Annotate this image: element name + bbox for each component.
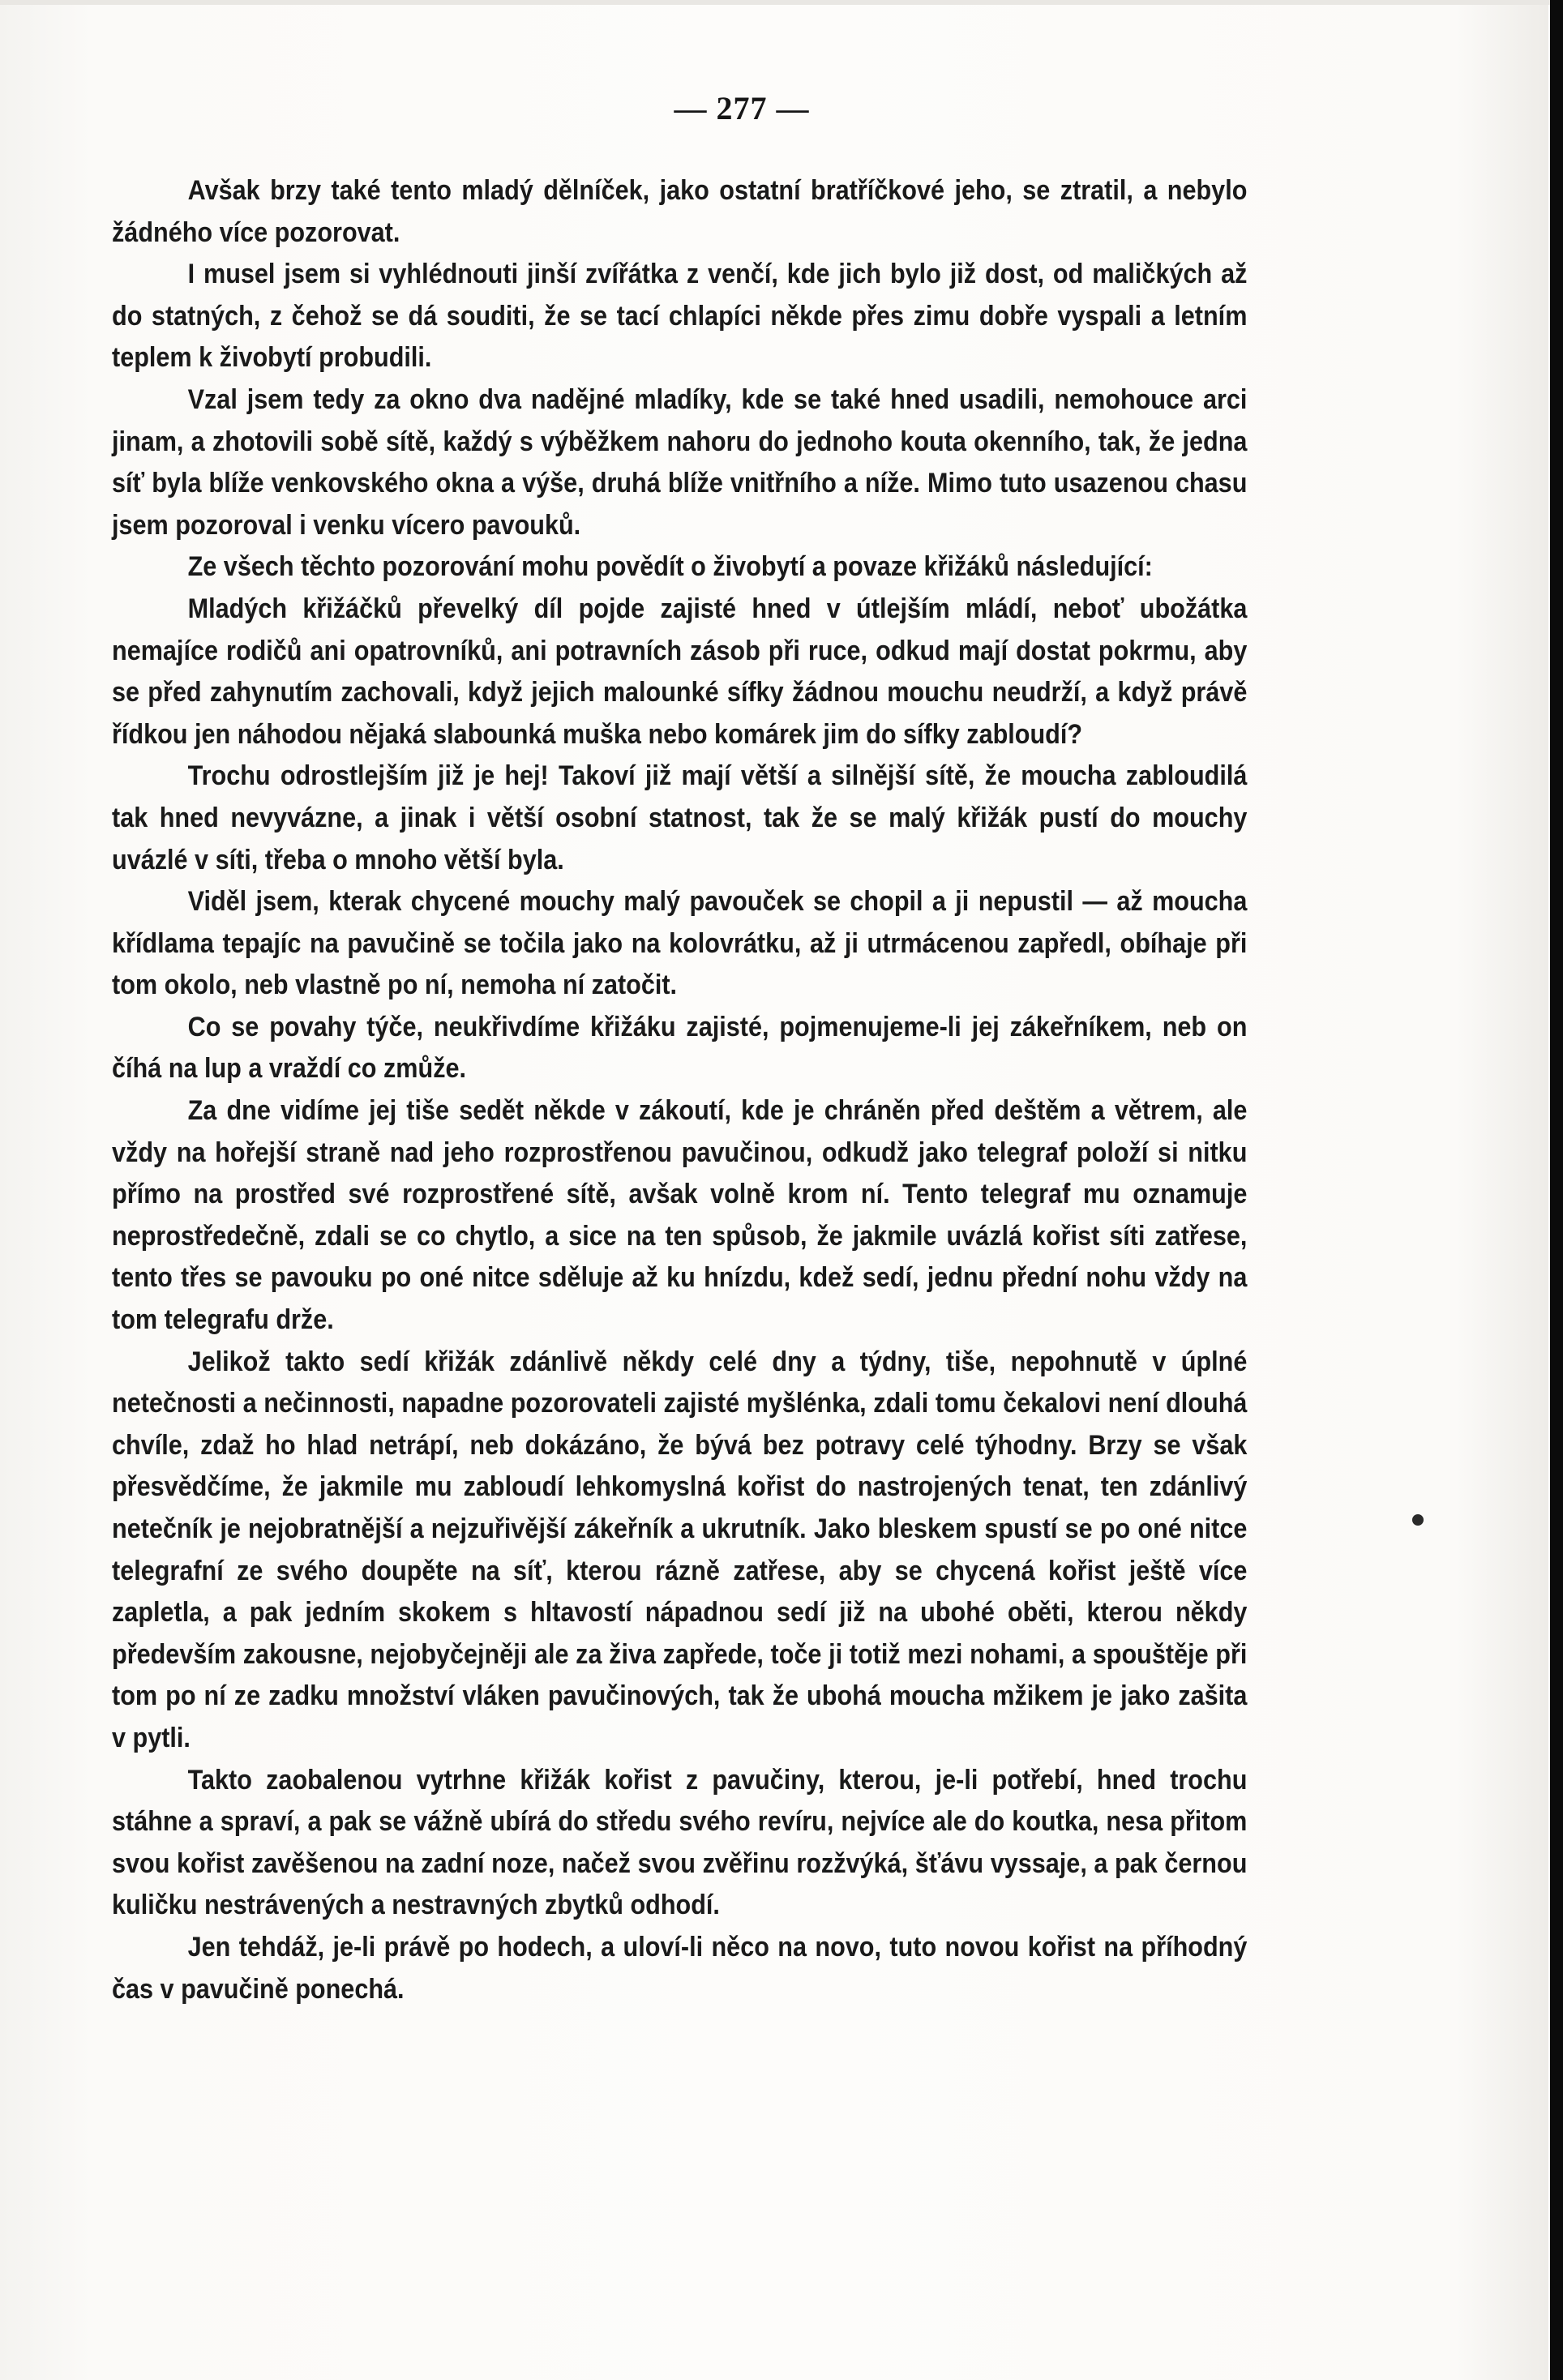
ink-speck xyxy=(1412,1514,1424,1526)
page-number: — 277 — xyxy=(674,90,810,126)
paragraph-3: Vzal jsem tedy za okno dva nadějné mladíky, kde se také hned usadili, nemohouce arci jinam, a zhotovili sobě sítě, každý s výběžkem nahoru do jednoho kouta okenního, tak, že jedna síť byla blíže venkovského okna a výše, druhá blíže vnitřního a níže. Mimo tuto usazenou chasu jsem pozoroval i venku vícero pavouků. xyxy=(112,383,1248,541)
scan-right-edge xyxy=(1550,0,1563,2380)
paragraph-5: Mladých křižáčků převelký díl pojde zajisté hned v útlejším mládí, neboť ubožátka nemajíce rodičů ani opatrovníků, ani potravních zásob při ruce, odkud mají dostat pokrmu, aby se před zahynutím zachovali, když jejich malounké sífky žádnou mouchu neudrží, a když právě řídkou jen náhodou nějaká slabounká muška nebo komárek jim do sífky zabloudí? xyxy=(112,593,1248,750)
paragraph-12: Jen tehdáž, je-li právě po hodech, a uloví-li něco na novo, tuto novou kořist na příhodný čas v pavučině ponechá. xyxy=(112,1931,1248,2005)
paragraph-11: Takto zaobalenou vytrhne křižák kořist z pavučiny, kterou, je-li potřebí, hned trochu stáhne a spraví, a pak se vážně ubírá do středu svého revíru, nejvíce ale do koutka, nesa přitom svou kořist zavěšenou na zadní noze, načež svou zvěřinu rozžvýká, šťávu vyssaje, a pak černou kuličku nestrávených a nestravných zbytků odhodí. xyxy=(112,1764,1248,1921)
body-text xyxy=(112,170,1247,2010)
paragraph-7: Viděl jsem, kterak chycené mouchy malý pavouček se chopil a ji nepustil — až moucha křídlama tepajíc na pavučině se točila jako na kolovrátku, až ji utrmácenou zapředl, obíhaje při tom okolo, neb vlastně po ní, nemoha ní zatočit. xyxy=(112,886,1248,1001)
paragraph-2: I musel jsem si vyhlédnouti jinší zvířátka z venčí, kde jich bylo již dost, od maličkých až do statných, z čehož se dá souditi, že se tací chlapíci někde přes zimu dobře vyspali a letním teplem k živobytí probudili. xyxy=(112,259,1248,374)
paragraph-1: Avšak brzy také tento mladý dělníček, jako ostatní bratříčkové jeho, se ztratil, a nebylo žádného více pozorovat. xyxy=(112,175,1248,248)
paragraph-9: Za dne vidíme jej tiše sedět někde v zákoutí, kde je chráněn před deštěm a větrem, ale vždy na hořejší straně nad jeho rozprostřenou pavučinou, odkudž jako telegraf položí si nitku přímo na prostřed své rozprostřené sítě, avšak volně krom ní. Tento telegraf mu oznamuje neprostředečně, zdali se co chytlo, a sice na ten spůsob, že jakmile uvázlá kořist síti zatřese, tento třes se pavouku po oné nitce sděluje až ku hnízdu, kdež sedí, jednu přední nohu vždy na tom telegrafu drže. xyxy=(112,1095,1248,1336)
paragraph-4: Ze všech těchto pozorování mohu povědít o živobytí a povaze křižáků následující: xyxy=(187,551,1153,583)
paragraph-8: Co se povahy týče, neukřivdíme křižáku zajisté, pojmenujeme-li jej zákeřníkem, neb on číhá na lup a vraždí co zmůže. xyxy=(112,1011,1248,1085)
paragraph-10: Jelikož takto sedí křižák zdánlivě někdy celé dny a týdny, tiše, nepohnutě v úplné netečnosti a nečinnosti, napadne pozorovateli zajisté myšlénka, zdali tomu čekalovi není dlouhá chvíle, zdaž ho hlad netrápí, neb dokázáno, že bývá bez potravy celé týhodny. Brzy se však přesvědčíme, že jakmile mu zabloudí lehkomyslná kořist do nastrojených tenat, ten zdánlivý netečník je nejobratnější a nejzuřivější zákeřník a ukrutník. Jako bleskem spustí se po oné nitce telegrafní ze svého doupěte na síť, kterou rázně zatřese, aby se chycená kořist ještě více zapletla, a pak jedním skokem s hltavostí nápadnou sedí již na ubohé oběti, kterou někdy především zakousne, nejobyčejněji ale za živa zapřede, toče ji totiž mezi nohami, a spouštěje při tom po ní ze zadku množství vláken pavučinových, tak že ubohá moucha mžikem je jako zašita v pytli. xyxy=(112,1346,1248,1753)
paragraph-6: Trochu odrostlejším již je hej! Takoví již mají větší a silnější sítě, že moucha zabloudilá tak hned nevyvázne, a jinak i větší osobní statnost, tak že se malý křižák pustí do mouchy uvázlé v síti, třeba o mnoho větší byla. xyxy=(112,760,1248,875)
scan-top-edge xyxy=(0,0,1563,5)
